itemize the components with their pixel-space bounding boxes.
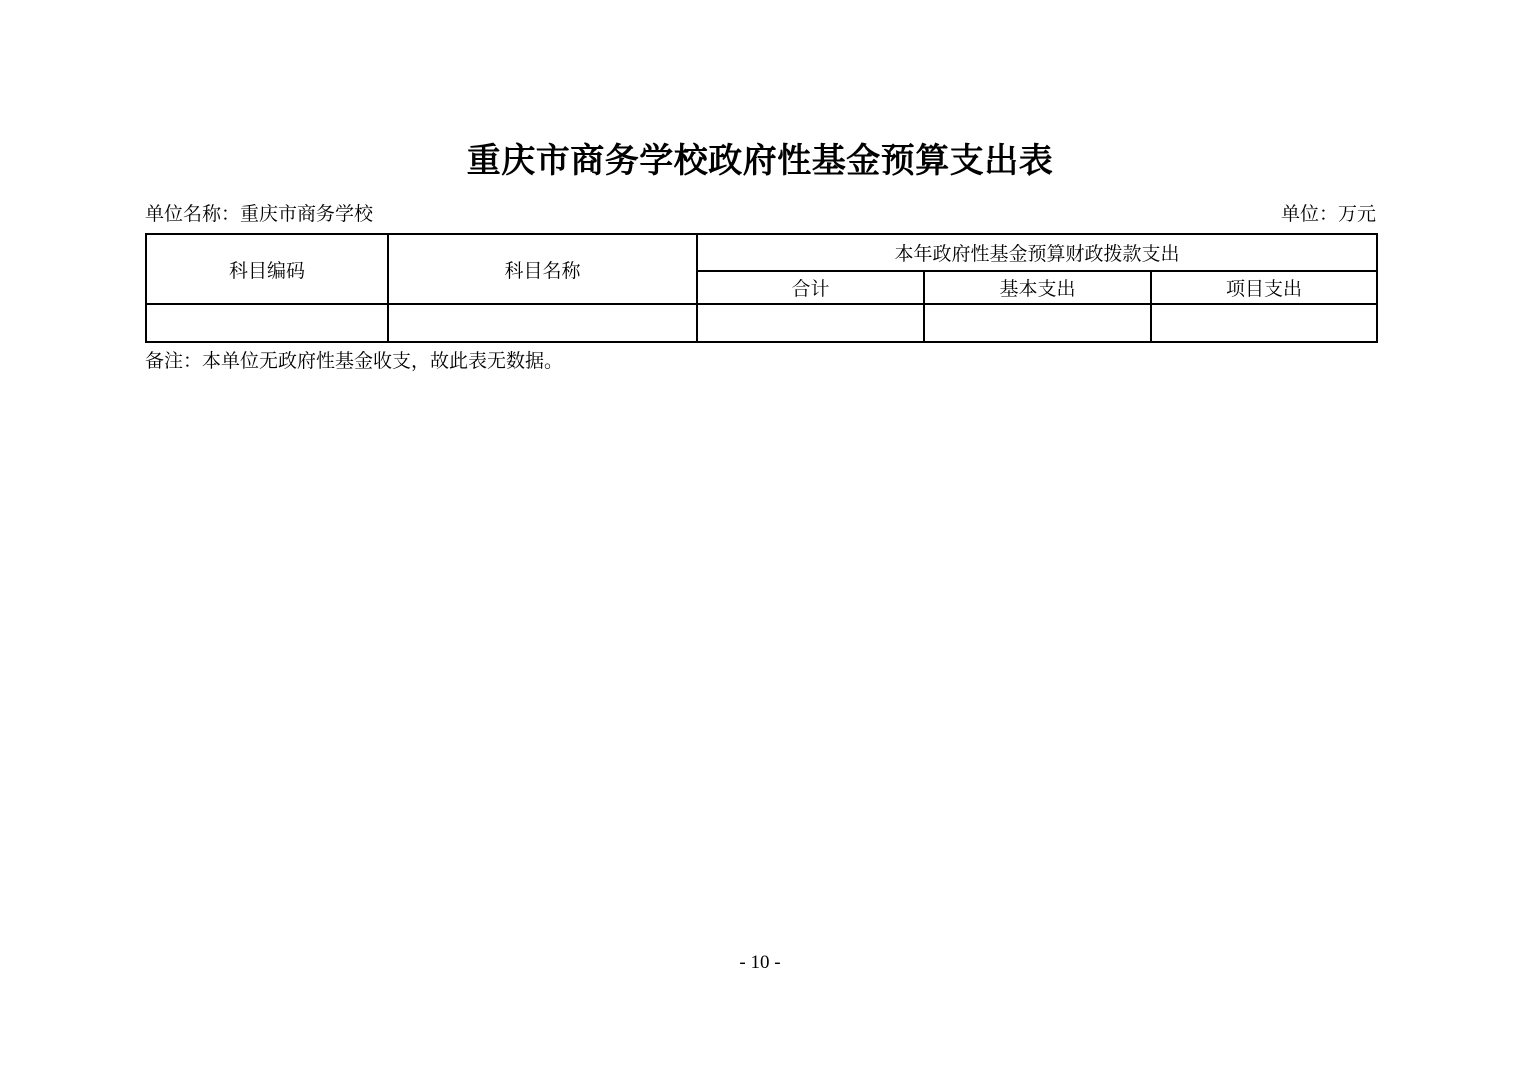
cell-subject-code	[146, 304, 388, 342]
page-title: 重庆市商务学校政府性基金预算支出表	[466, 142, 1054, 180]
table-header-row-top	[146, 234, 1377, 271]
table-row	[146, 304, 1377, 342]
cell-total	[697, 304, 924, 342]
unit-name-label: 单位名称：重庆市商务学校	[145, 204, 374, 225]
header-total: 合计	[697, 271, 924, 304]
meta-row	[145, 202, 1376, 227]
header-project-expenditure: 项目支出	[1151, 271, 1377, 304]
header-subject-code: 科目编码	[146, 234, 388, 304]
cell-project-expenditure	[1151, 304, 1377, 342]
cell-basic-expenditure	[924, 304, 1151, 342]
budget-table	[145, 233, 1378, 343]
unit-label: 单位：万元	[1280, 204, 1376, 225]
page-number: - 10 -	[739, 952, 781, 973]
footnote: 备注：本单位无政府性基金收支，故此表无数据。	[145, 351, 564, 372]
header-fund-group: 本年政府性基金预算财政拨款支出	[697, 234, 1377, 271]
header-basic-expenditure: 基本支出	[924, 271, 1151, 304]
header-subject-name: 科目名称	[388, 234, 697, 304]
cell-subject-name	[388, 304, 697, 342]
